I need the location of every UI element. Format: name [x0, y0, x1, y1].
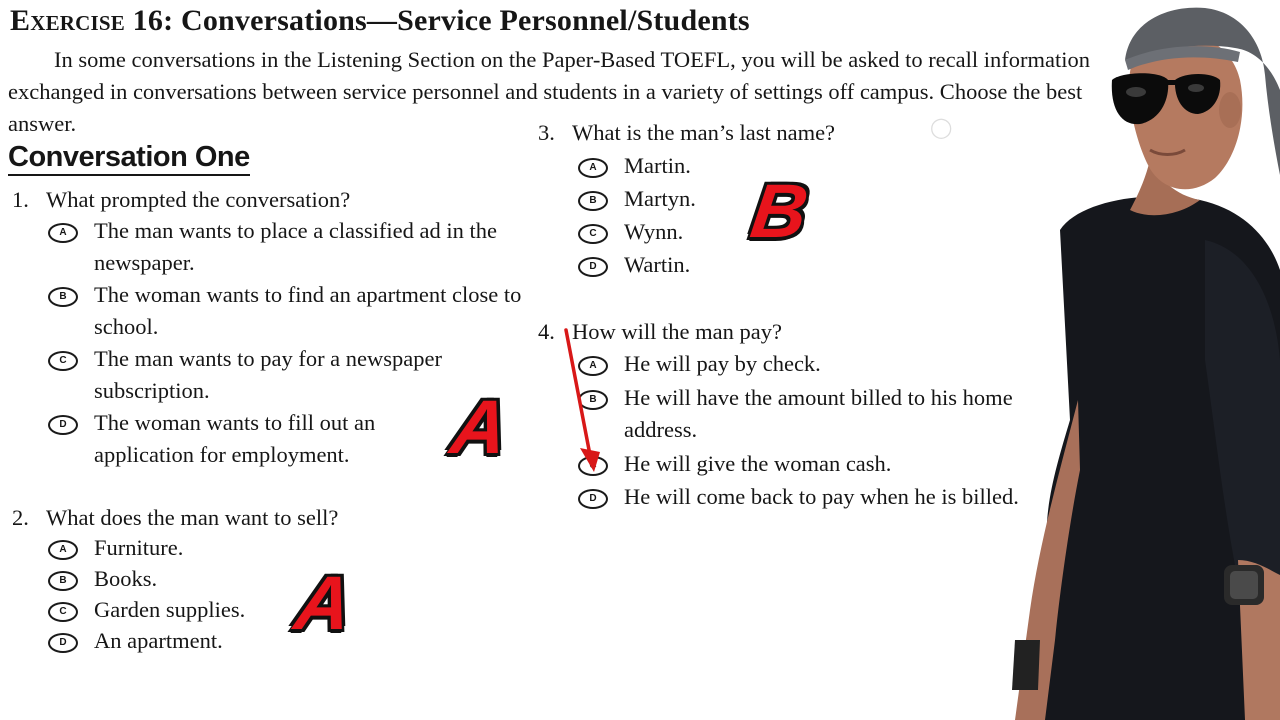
q2-option-d[interactable]: [59, 625, 223, 657]
question-number: 3.: [538, 120, 555, 145]
option-letter-icon: C: [578, 224, 608, 244]
question-text: What is the man’s last name?: [572, 120, 836, 145]
q2-option-a[interactable]: [59, 532, 184, 564]
option-text: He will pay by check.: [624, 351, 821, 376]
question-3: [538, 117, 835, 149]
option-letter-icon: D: [578, 489, 608, 509]
option-text: He will give the woman cash.: [624, 451, 892, 476]
option-text: Wynn.: [624, 219, 684, 244]
q2-option-b[interactable]: [59, 563, 158, 595]
option-text: The man wants to place a classified ad in the newspaper.: [94, 218, 497, 275]
exercise-title-rest: 16: Conversations—Service Personnel/Students: [124, 4, 750, 37]
option-text: Books.: [94, 566, 158, 591]
option-text: Garden supplies.: [94, 597, 246, 622]
option-letter-icon: D: [48, 415, 78, 435]
q1-option-d[interactable]: [59, 407, 454, 471]
option-text: Martyn.: [624, 186, 696, 211]
option-text: An apartment.: [94, 628, 223, 653]
q1-option-b[interactable]: [59, 279, 524, 343]
intro-text: In some conversations in the Listening Section on the Paper-Based TOEFL, you will be asked to recall information exchanged in conversations between service personnel and students in a variety of settings off campus. Choose the best answer.: [8, 47, 1090, 136]
option-letter-icon: B: [578, 390, 608, 410]
option-letter-icon: D: [578, 257, 608, 277]
question-text: How will the man pay?: [572, 319, 782, 344]
option-letter-icon: A: [578, 356, 608, 376]
question-number: 1.: [12, 187, 29, 212]
ghost-text: ◯: [930, 117, 988, 139]
option-letter-icon: D: [48, 633, 78, 653]
question-2: [12, 502, 338, 534]
option-text: He will have the amount billed to his home address.: [624, 385, 1013, 442]
option-text: The man wants to pay for a newspaper subscription.: [94, 346, 443, 403]
exercise-title: [10, 4, 750, 38]
q3-option-d[interactable]: [589, 249, 691, 281]
q3-option-b[interactable]: [589, 183, 696, 215]
option-text: Wartin.: [624, 252, 691, 277]
q2-answer-mark: A: [290, 561, 357, 646]
section-heading: Conversation One: [8, 140, 250, 176]
q4-option-c[interactable]: [624, 448, 891, 480]
option-text: The woman wants to find an apartment close to school.: [94, 282, 522, 339]
question-number: 4.: [538, 319, 555, 344]
q3-answer-mark: B: [746, 169, 813, 254]
option-letter-icon: B: [578, 191, 608, 211]
question-1: [12, 184, 350, 216]
q1-answer-mark: A: [446, 385, 513, 470]
option-letter-icon: A: [48, 540, 78, 560]
question-text: What does the man want to sell?: [46, 505, 339, 530]
presenter-person-image: [1000, 0, 1280, 720]
option-letter-icon: B: [48, 571, 78, 591]
option-text: The woman wants to fill out an application for employment.: [94, 410, 376, 467]
option-letter-icon: C: [48, 602, 78, 622]
option-letter-icon: A: [578, 158, 608, 178]
option-letter-icon: B: [48, 287, 78, 307]
option-letter-icon: A: [48, 223, 78, 243]
q3-option-c[interactable]: [589, 216, 684, 248]
option-text: Furniture.: [94, 535, 184, 560]
q2-option-c[interactable]: [59, 594, 246, 626]
q4-option-d[interactable]: [589, 481, 1064, 513]
option-text: He will come back to pay when he is billed.: [624, 484, 1019, 509]
q1-option-a[interactable]: [59, 215, 524, 279]
option-letter-icon: C: [48, 351, 78, 371]
question-number: 2.: [12, 505, 29, 530]
question-text: What prompted the conversation?: [46, 187, 351, 212]
exercise-title-prefix: Exercise: [10, 4, 125, 37]
option-text: Martin.: [624, 153, 691, 178]
q4-option-a[interactable]: [589, 348, 821, 380]
q4-option-b[interactable]: [589, 382, 1064, 446]
red-arrow-icon: [540, 320, 620, 480]
q3-option-a[interactable]: [589, 150, 691, 182]
